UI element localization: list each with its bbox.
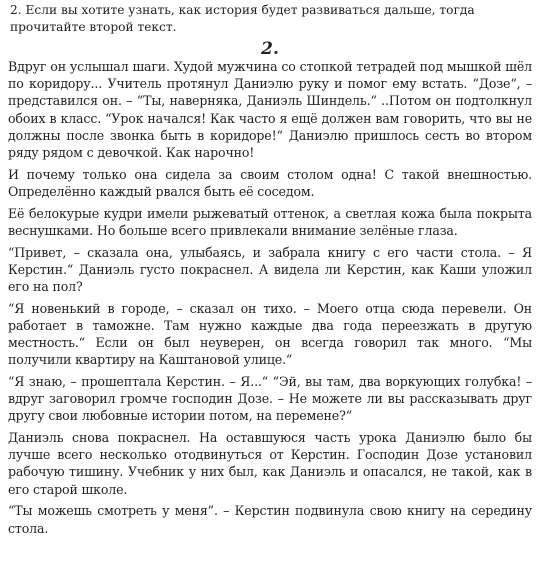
intro-text: 2. Если вы хотите узнать, как история будет развиваться дальше, тогда прочитайте второй текст. <box>10 3 475 34</box>
paragraph-2: И почему только она сидела за своим столом одна! С такой внешностью. Определённо каждый рвался быть её соседом. <box>8 166 532 199</box>
paragraph-3: Её белокурые кудри имели рыжеватый оттенок, а светлая кожа была покрыта веснушками. Но больше всего привлекали внимание зелёные глаза. <box>8 205 532 238</box>
paragraph-7: Даниэль снова покраснел. На оставшуюся часть урока Даниэлю было бы лучше всего несколько отодвинуться от Керстин. Господин Дозе установил рабочую тишину. Учебник у них был, как Даниэль и опасался, не такой, как в его старой школе. <box>8 430 532 497</box>
section-heading: 2. <box>261 39 279 59</box>
document-page <box>8 2 532 541</box>
paragraph-1: Вдруг он услышал шаги. Худой мужчина со стопкой тетрадей под мышкой шёл по коридору... Учитель протянул Даниэлю руку и помог ему встать. “Дозе“, – представился он. – “Ты, наверняка, Даниэль Шиндель.“ ..Потом он подтолкнул обоих в класс. “Урок начался! Как часто я ещё должен вам говорить, что вы не должны после звонка быть в коридоре!“ Даниэлю пришлось сесть во втором ряду рядом с девочкой. Как нарочно! <box>8 59 532 161</box>
paragraph-6: “Я знаю, – прошептала Керстин. – Я...“ “Эй, вы там, два воркующих голубка! – вдруг заговорил громче господин Дозе. – Не можете ли вы рассказывать друг другу свои любовные истории потом, на перемене?“ <box>8 373 532 424</box>
paragraph-8: “Ты можешь смотреть у меня”. – Керстин подвинула свою книгу на середину стола. <box>8 503 532 536</box>
paragraph-5: “Я новенький в городе, – сказал он тихо. – Моего отца сюда перевели. Он работает в таможне. Там нужно каждые два года переезжать в другую местность.“ Если он был неуверен, он всегда говорил так много. “Мы получили квартиру на Каштановой улице.“ <box>8 300 532 368</box>
paragraph-4: “Привет, – сказала она, улыбаясь, и забрала книгу с его части стола. – Я Керстин.“ Даниэль густо покраснел. А видела ли Керстин, как Каши уложил его на пол? <box>8 244 532 294</box>
